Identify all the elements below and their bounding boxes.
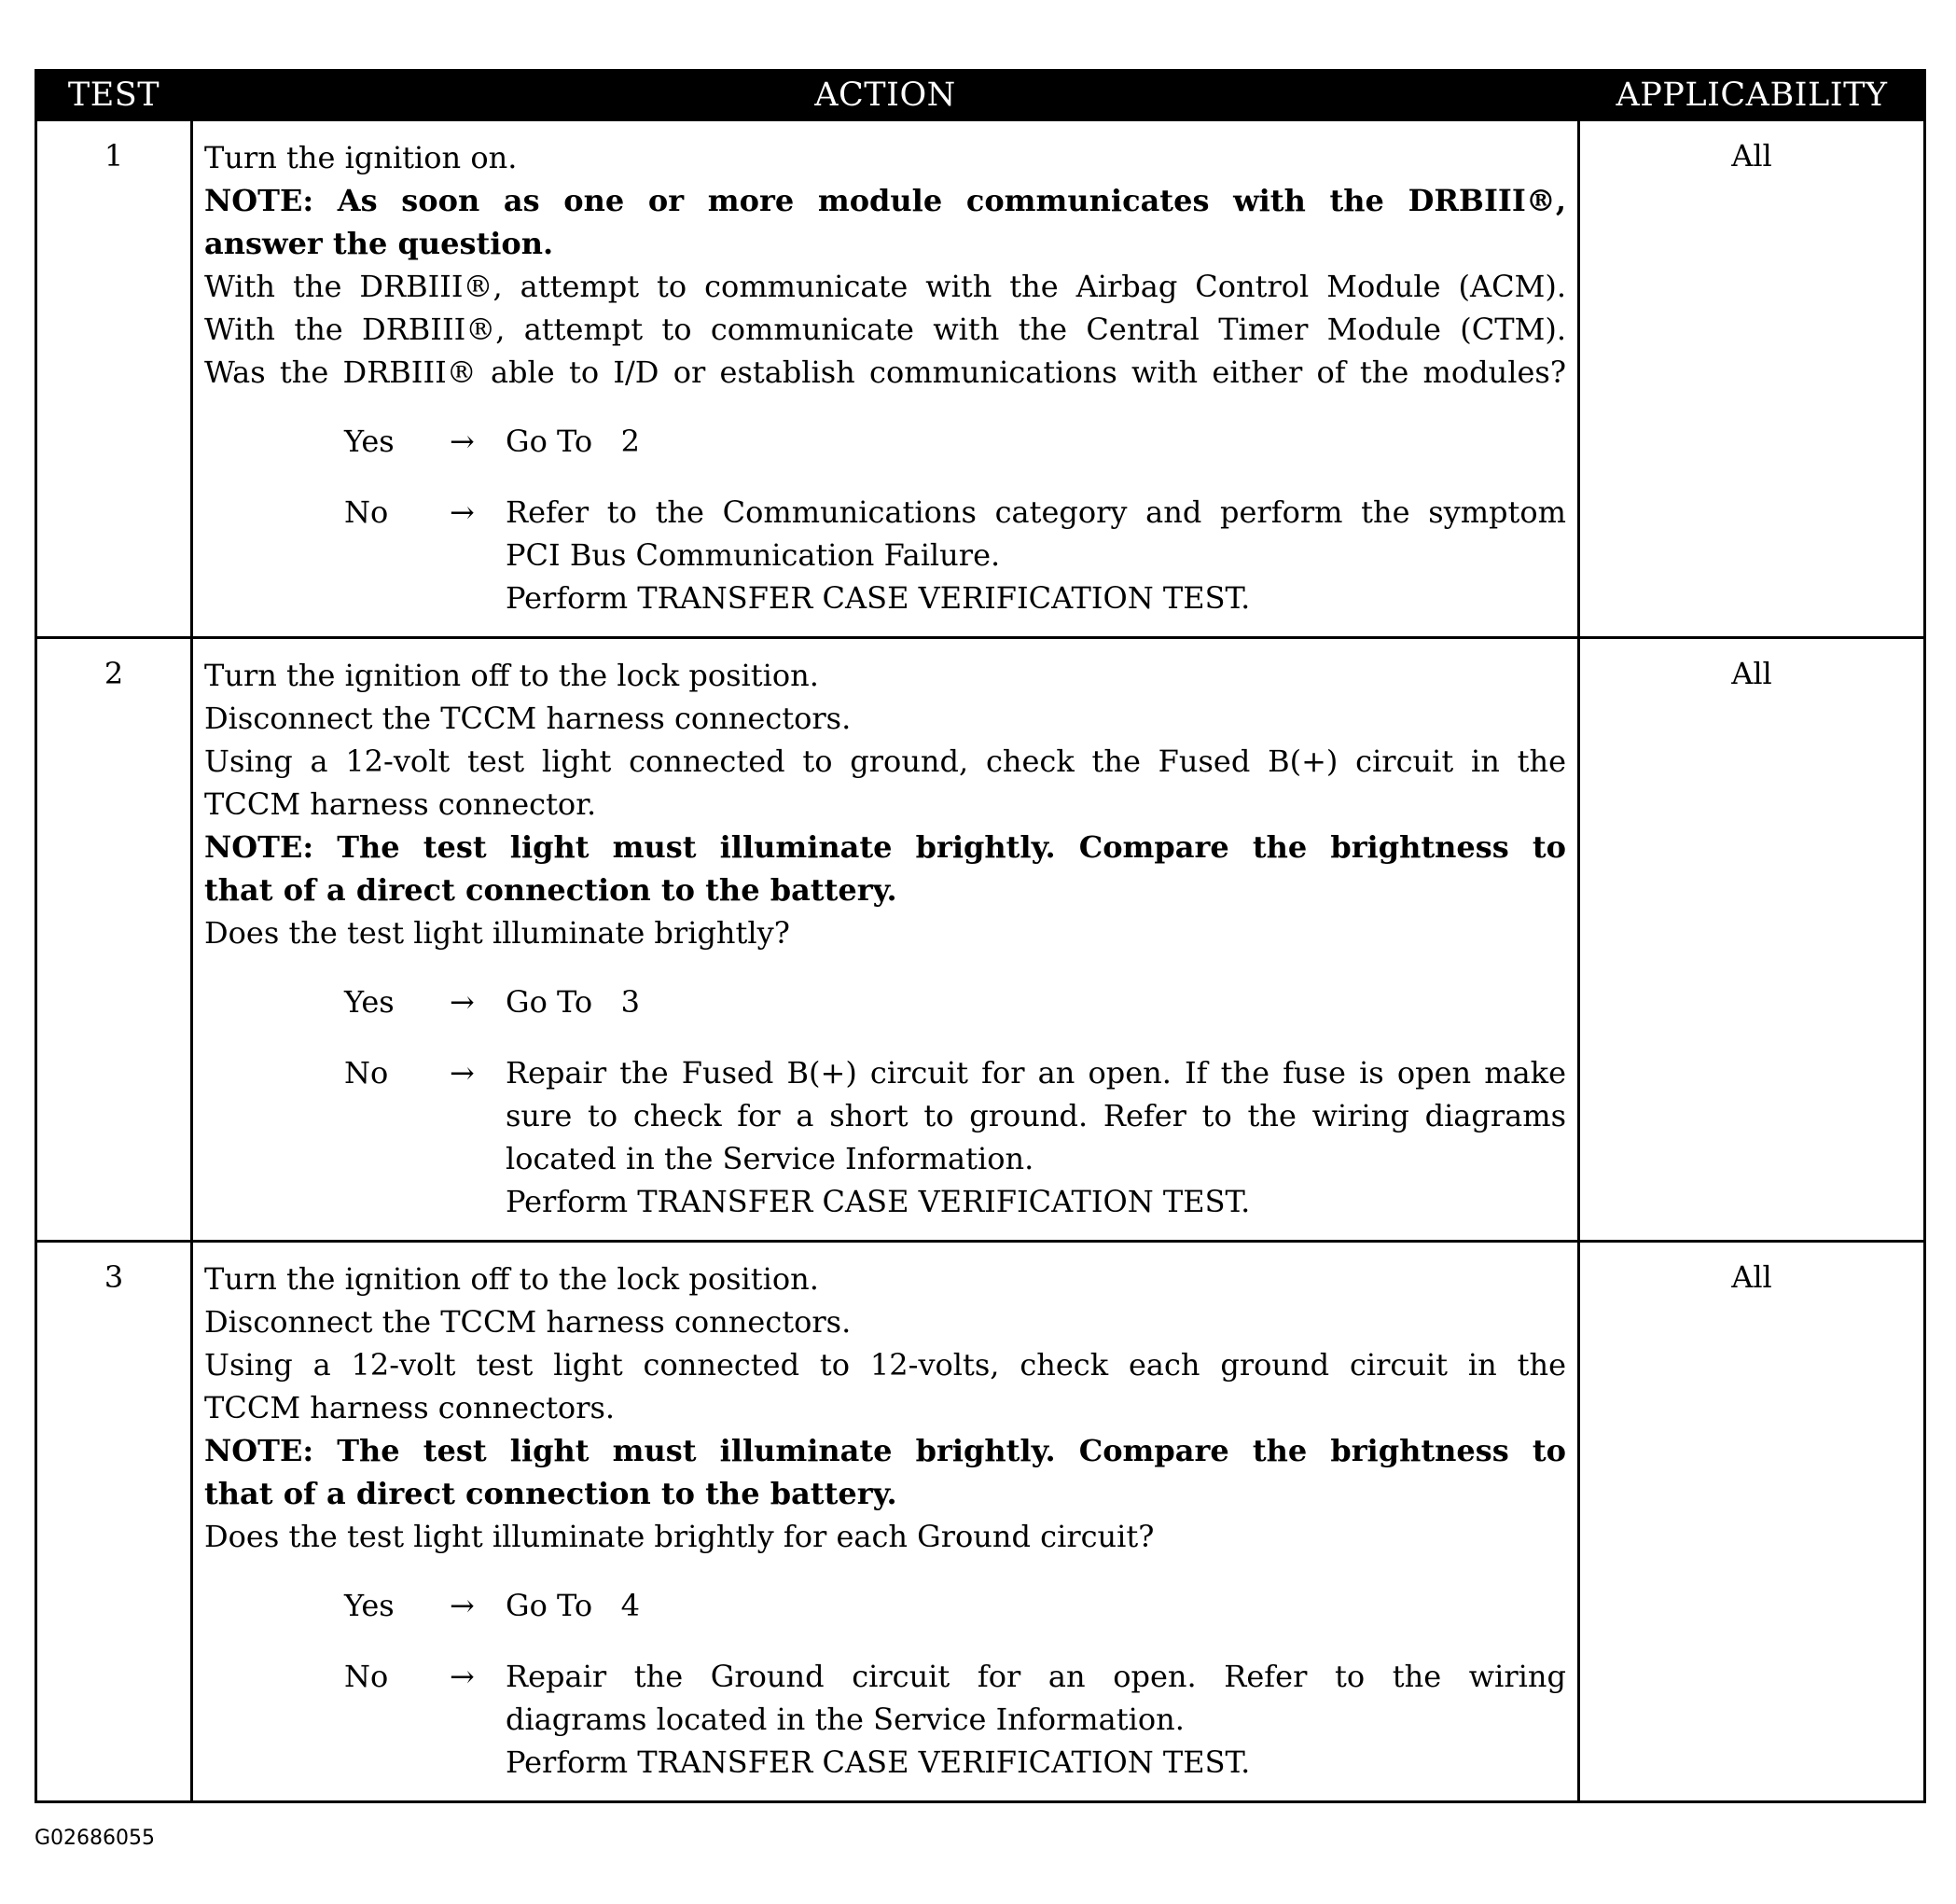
no-branch bbox=[204, 1051, 1566, 1223]
right-arrow-icon: → bbox=[450, 1588, 475, 1623]
action-text: TCCM harness connector. bbox=[204, 786, 597, 822]
no-branch bbox=[204, 1655, 1566, 1784]
no-label: No bbox=[344, 494, 389, 530]
no-action-text: PCI Bus Communication Failure. bbox=[506, 537, 1001, 573]
table-row bbox=[36, 1242, 1925, 1802]
no-action-text: Repair the Ground circuit for an open. Refer to the wiring bbox=[506, 1659, 1566, 1694]
no-branch bbox=[204, 491, 1566, 619]
table-header-row bbox=[36, 71, 1925, 120]
goto-text: Go To 3 bbox=[506, 984, 640, 1020]
right-arrow-icon: → bbox=[450, 1659, 475, 1694]
no-action-text: Perform TRANSFER CASE VERIFICATION TEST. bbox=[506, 580, 1251, 616]
yes-label: Yes bbox=[344, 984, 395, 1020]
no-action-text: Refer to the Communications category and perform the symptom bbox=[506, 494, 1566, 530]
action-text: Disconnect the TCCM harness connectors. bbox=[204, 701, 852, 736]
branch-list bbox=[204, 980, 1566, 1223]
action-text: Using a 12-volt test light connected to 12-volts, check each ground circuit in the bbox=[204, 1347, 1566, 1383]
action-text: Turn the ignition off to the lock position. bbox=[204, 1261, 819, 1297]
test-number: 3 bbox=[36, 1242, 192, 1802]
question-text: Does the test light illuminate brightly for each Ground circuit? bbox=[204, 1519, 1155, 1554]
yes-label: Yes bbox=[344, 424, 395, 459]
action-text: Turn the ignition off to the lock position. bbox=[204, 658, 819, 693]
note-text: NOTE: The test light must illuminate brightly. Compare the brightness to bbox=[204, 829, 1566, 865]
header-action: ACTION bbox=[192, 71, 1579, 120]
applicability-value: All bbox=[1579, 1242, 1925, 1802]
table-row bbox=[36, 120, 1925, 638]
action-text: With the DRBIII®, attempt to communicate with the Central Timer Module (CTM). bbox=[204, 312, 1566, 347]
figure-code: G02686055 bbox=[35, 1827, 156, 1850]
action-cell bbox=[192, 120, 1579, 638]
action-text: Turn the ignition on. bbox=[204, 140, 518, 175]
applicability-value: All bbox=[1579, 638, 1925, 1242]
applicability-value: All bbox=[1579, 120, 1925, 638]
note-text: NOTE: As soon as one or more module communicates with the DRBIII®, bbox=[204, 183, 1566, 218]
note-text: answer the question. bbox=[204, 226, 554, 261]
branch-list bbox=[204, 420, 1566, 619]
note-text: that of a direct connection to the battery. bbox=[204, 872, 897, 908]
question-text: Was the DRBIII® able to I/D or establish communications with either of the modules? bbox=[204, 354, 1566, 390]
yes-branch bbox=[204, 420, 1566, 463]
action-cell bbox=[192, 1242, 1579, 1802]
right-arrow-icon: → bbox=[450, 1055, 475, 1091]
goto-text: Go To 4 bbox=[506, 1588, 640, 1623]
action-text: With the DRBIII®, attempt to communicate with the Airbag Control Module (ACM). bbox=[204, 269, 1566, 304]
action-cell bbox=[192, 638, 1579, 1242]
question-text: Does the test light illuminate brightly? bbox=[204, 915, 790, 951]
yes-label: Yes bbox=[344, 1588, 395, 1623]
branch-list bbox=[204, 1584, 1566, 1784]
action-text: TCCM harness connectors. bbox=[204, 1390, 616, 1425]
note-text: that of a direct connection to the battery. bbox=[204, 1476, 897, 1511]
goto-text: Go To 2 bbox=[506, 424, 640, 459]
no-action-text: sure to check for a short to ground. Refer to the wiring diagrams bbox=[506, 1098, 1566, 1133]
no-action-text: Repair the Fused B(+) circuit for an open. If the fuse is open make bbox=[506, 1055, 1566, 1091]
no-action-text: Perform TRANSFER CASE VERIFICATION TEST. bbox=[506, 1744, 1251, 1780]
no-action-text: Perform TRANSFER CASE VERIFICATION TEST. bbox=[506, 1184, 1251, 1219]
no-action-text: located in the Service Information. bbox=[506, 1141, 1034, 1176]
right-arrow-icon: → bbox=[450, 424, 475, 459]
test-number: 1 bbox=[36, 120, 192, 638]
right-arrow-icon: → bbox=[450, 494, 475, 530]
right-arrow-icon: → bbox=[450, 984, 475, 1020]
note-text: NOTE: The test light must illuminate brightly. Compare the brightness to bbox=[204, 1433, 1566, 1468]
no-label: No bbox=[344, 1055, 389, 1091]
table-row bbox=[36, 638, 1925, 1242]
header-test: TEST bbox=[36, 71, 192, 120]
yes-branch bbox=[204, 1584, 1566, 1627]
test-number: 2 bbox=[36, 638, 192, 1242]
action-text: Disconnect the TCCM harness connectors. bbox=[204, 1304, 852, 1340]
action-text: Using a 12-volt test light connected to ground, check the Fused B(+) circuit in the bbox=[204, 744, 1566, 779]
diagnostic-test-table bbox=[35, 69, 1926, 1803]
no-label: No bbox=[344, 1659, 389, 1694]
yes-branch bbox=[204, 980, 1566, 1023]
no-action-text: diagrams located in the Service Information. bbox=[506, 1702, 1185, 1737]
header-applicability: APPLICABILITY bbox=[1579, 71, 1925, 120]
